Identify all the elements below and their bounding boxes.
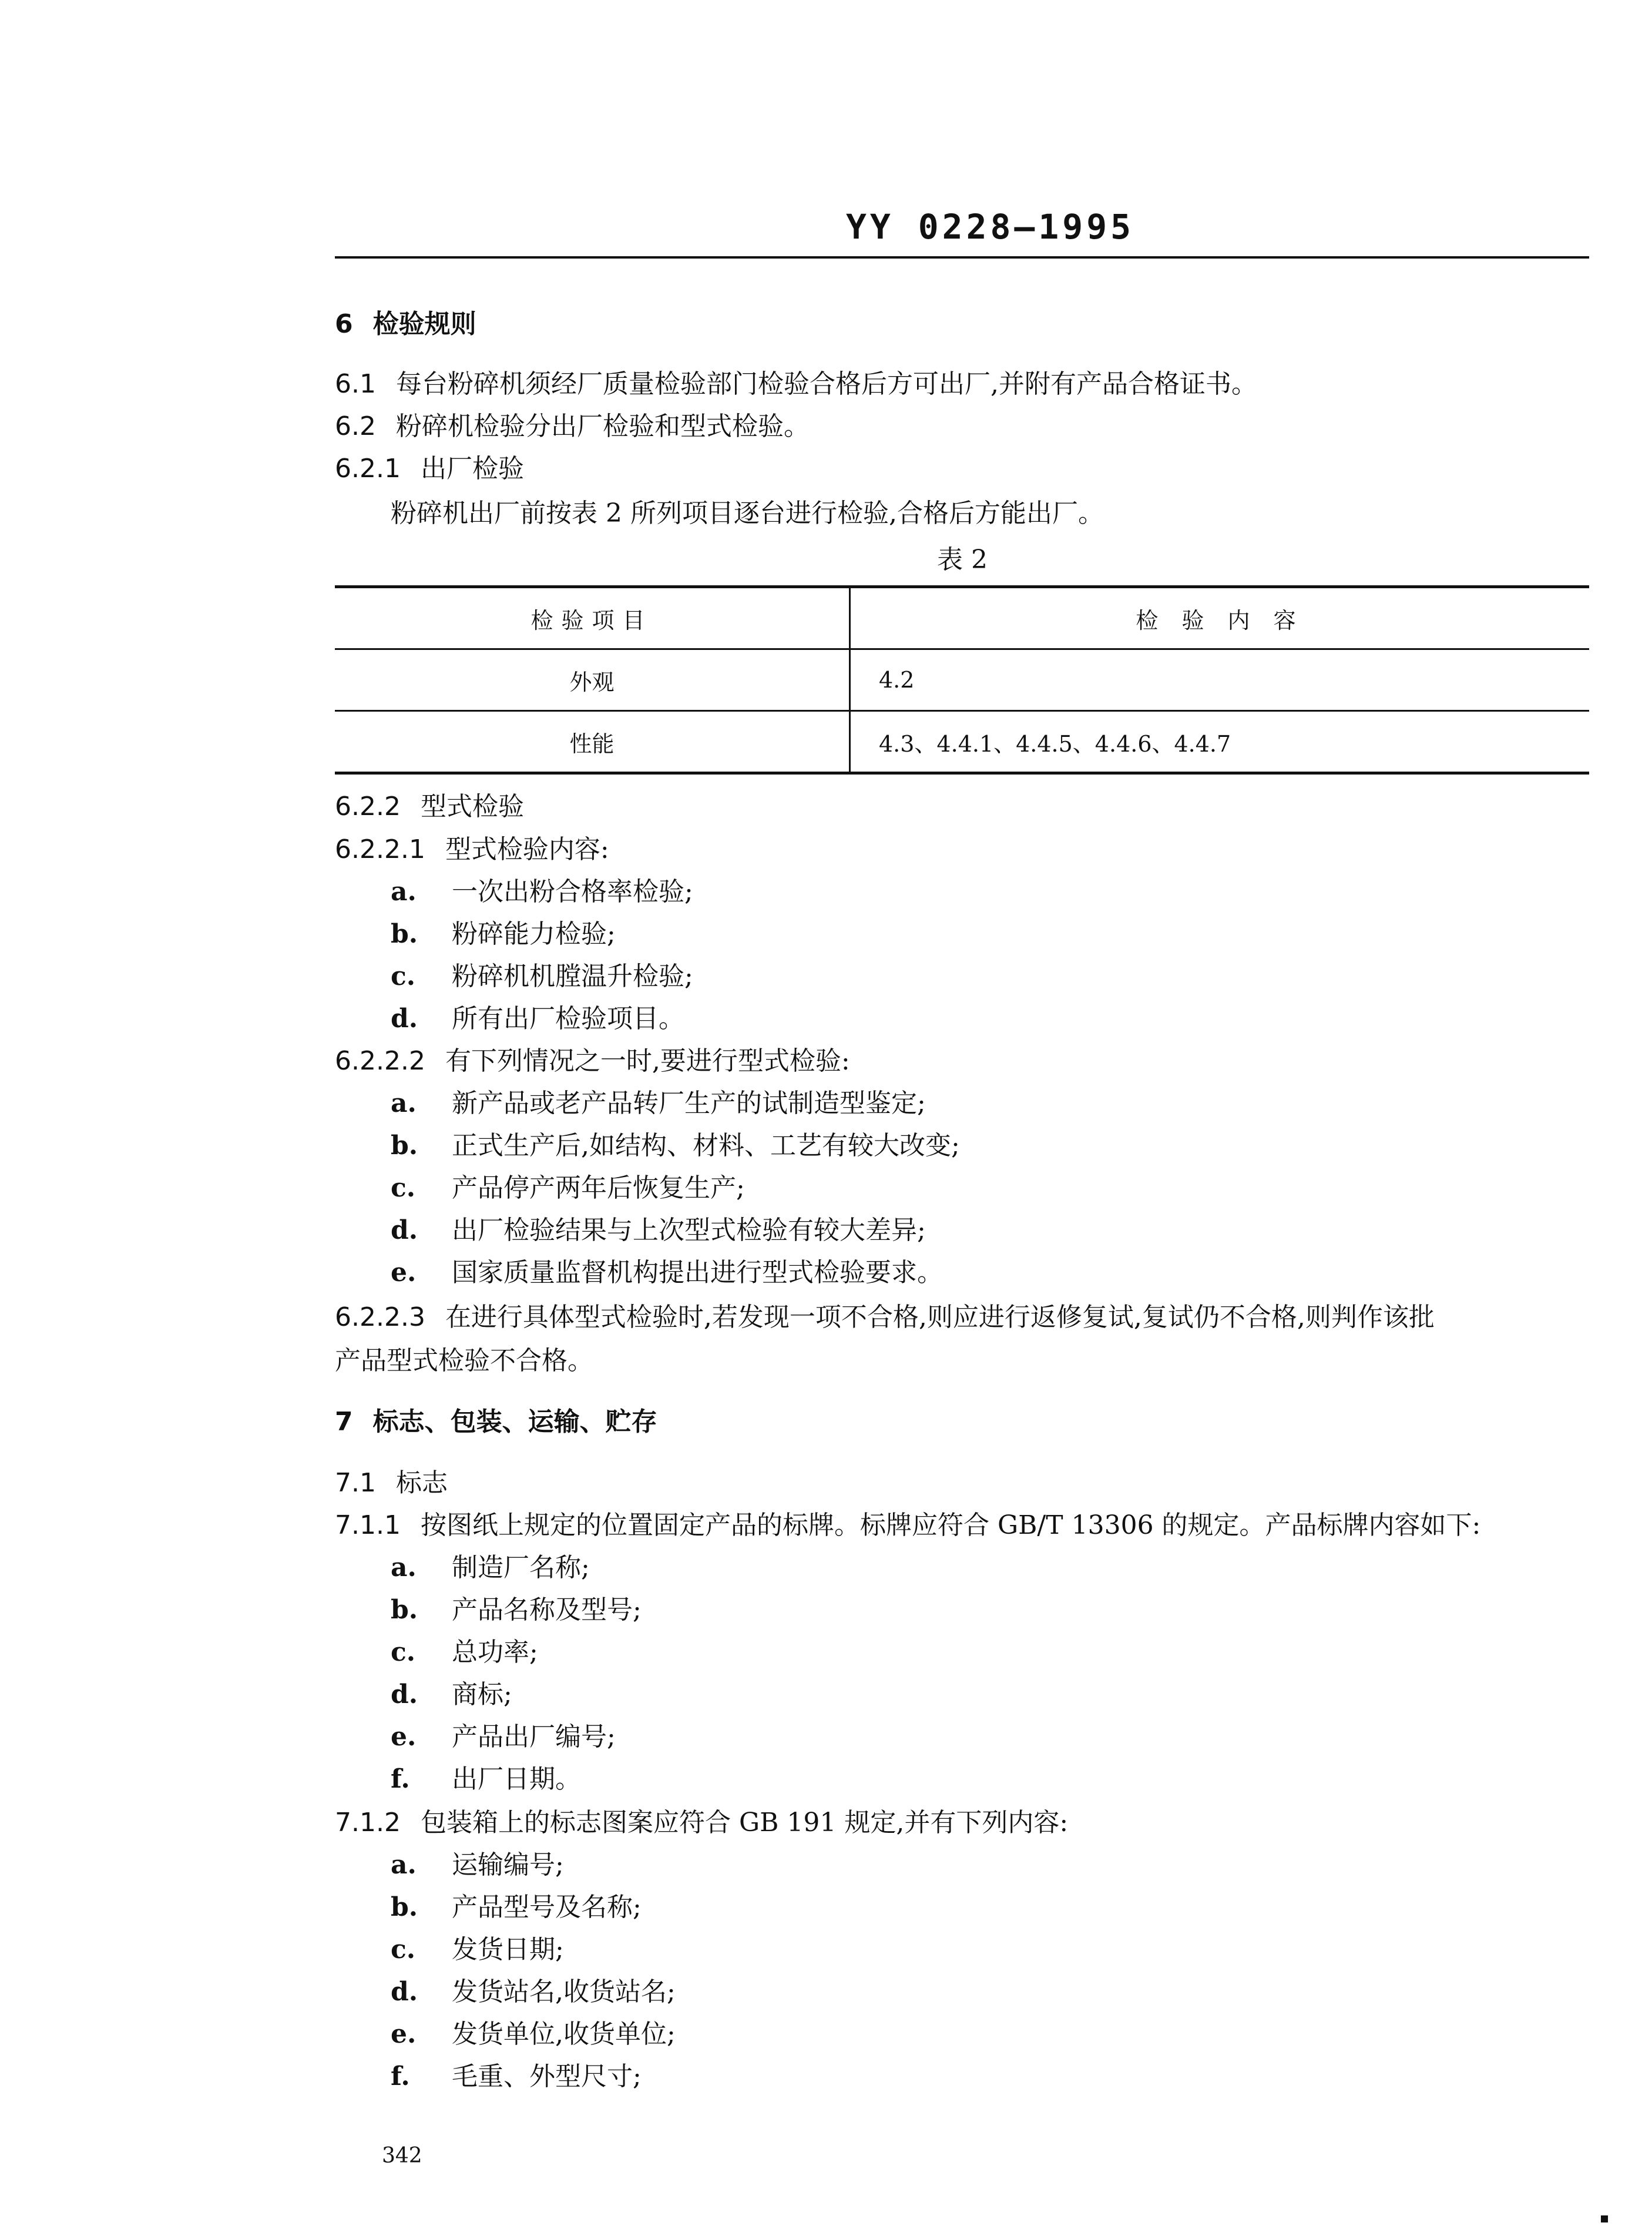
list-text: 发货站名,收货站名; (452, 1977, 676, 2007)
clause-6-2 (335, 410, 810, 443)
list-label: a. (391, 877, 417, 907)
clause-number: 6.2 (335, 411, 376, 441)
list-item (391, 1891, 642, 1924)
table-cell: 4.3、4.4.1、4.4.5、4.4.6、4.4.7 (879, 730, 1231, 757)
list-label: a. (391, 1850, 417, 1880)
list-item (391, 1721, 616, 1754)
clause-7-1-2 (335, 1806, 1068, 1839)
list-text: 一次出粉合格率检验; (452, 877, 693, 907)
list-label: b. (391, 1595, 418, 1625)
list-item (391, 1636, 538, 1669)
section-title: 标志、包装、运输、贮存 (372, 1407, 657, 1437)
list-text: 发货日期; (452, 1935, 564, 1965)
list-item (391, 1933, 564, 1966)
clause-number: 6.2.1 (335, 454, 401, 484)
scan-mark (1601, 2215, 1608, 2222)
clause-6-2-2-3 (335, 1301, 1435, 1334)
list-text: 毛重、外型尺寸; (452, 2061, 642, 2091)
list-text: 产品出厂编号; (452, 1722, 616, 1752)
clause-number: 6.2.2.3 (335, 1302, 425, 1332)
list-item (391, 1849, 564, 1882)
list-item (391, 1763, 581, 1796)
list-text: 产品型号及名称; (452, 1892, 642, 1922)
list-item (391, 1256, 943, 1289)
list-text: 总功率; (452, 1637, 538, 1667)
list-text: 粉碎能力检验; (452, 919, 616, 949)
list-item (391, 1551, 590, 1584)
table-header-row (335, 588, 1589, 650)
list-label: f. (391, 1764, 410, 1794)
list-text: 产品名称及型号; (452, 1595, 642, 1625)
table-cell: 4.2 (879, 667, 915, 693)
clause-number: 6.1 (335, 369, 376, 399)
clause-6-2-2-3-continued: 产品型式检验不合格。 (335, 1346, 593, 1376)
clause-6-2-1-body: 粉碎机出厂前按表 2 所列项目逐台进行检验,合格后方能出厂。 (391, 498, 1104, 528)
list-label: f. (391, 2061, 410, 2091)
clause-text: 在进行具体型式检验时,若发现一项不合格,则应进行返修复试,复试仍不合格,则判作该批 (445, 1302, 1435, 1332)
list-text: 制造厂名称; (452, 1553, 590, 1583)
clause-text: 型式检验内容: (445, 834, 609, 864)
clause-text: 有下列情况之一时,要进行型式检验: (445, 1046, 850, 1076)
clause-number: 7.1.1 (335, 1510, 401, 1540)
section-number: 7 (335, 1407, 353, 1437)
list-label: b. (391, 919, 418, 949)
list-item (391, 876, 693, 909)
table-caption: 表 2 (937, 545, 988, 575)
clause-text: 型式检验 (420, 792, 524, 822)
section-number: 6 (335, 309, 353, 339)
list-text: 粉碎机机膛温升检验; (452, 961, 693, 991)
clause-text: 粉碎机检验分出厂检验和型式检验。 (395, 411, 810, 441)
list-text: 国家质量监督机构提出进行型式检验要求。 (452, 1258, 943, 1288)
clause-6-2-1 (335, 452, 524, 485)
list-label: a. (391, 1088, 417, 1118)
section-title: 检验规则 (372, 309, 476, 339)
list-label: d. (391, 1977, 418, 2007)
list-label: b. (391, 1131, 418, 1161)
table-header-cell: 检 验 内 容 (1136, 607, 1304, 633)
inspection-table (335, 585, 1589, 775)
list-item (391, 2018, 676, 2051)
clause-6-2-2-2 (335, 1045, 850, 1078)
list-item (391, 1172, 745, 1205)
clause-number: 6.2.2.1 (335, 834, 425, 864)
table-cell: 性能 (335, 712, 851, 772)
clause-text: 包装箱上的标志图案应符合 GB 191 规定,并有下列内容: (420, 1808, 1069, 1838)
list-text: 商标; (452, 1679, 512, 1709)
list-label: e. (391, 2019, 417, 2049)
list-item (391, 1678, 512, 1711)
list-label: e. (391, 1258, 417, 1288)
list-label: d. (391, 1004, 418, 1034)
list-label: c. (391, 1637, 416, 1667)
page-number: 342 (382, 2144, 422, 2168)
list-item (391, 2060, 642, 2093)
clause-6-1 (335, 368, 1257, 401)
list-item (391, 1087, 926, 1120)
list-item (391, 1976, 676, 2009)
clause-6-2-2 (335, 790, 524, 823)
clause-7-1-1 (335, 1509, 1480, 1542)
clause-7-1 (335, 1467, 448, 1500)
list-item (391, 960, 693, 993)
clause-number: 7.1.2 (335, 1808, 401, 1838)
table-row (335, 650, 1589, 712)
list-text: 正式生产后,如结构、材料、工艺有较大改变; (452, 1131, 960, 1161)
section-6-heading (335, 308, 476, 341)
list-text: 出厂检验结果与上次型式检验有较大差异; (452, 1215, 926, 1245)
list-label: c. (391, 961, 416, 991)
list-text: 发货单位,收货单位; (452, 2019, 676, 2049)
list-text: 出厂日期。 (452, 1764, 581, 1794)
list-label: c. (391, 1935, 416, 1965)
table-cell: 外观 (335, 650, 851, 710)
section-7-heading (335, 1406, 657, 1439)
clause-text: 按图纸上规定的位置固定产品的标牌。标牌应符合 GB/T 13306 的规定。产品标牌内容如下: (420, 1510, 1481, 1540)
list-text: 所有出厂检验项目。 (452, 1004, 684, 1034)
list-label: c. (391, 1173, 416, 1203)
list-item (391, 918, 616, 951)
list-label: d. (391, 1679, 418, 1709)
list-label: d. (391, 1215, 418, 1245)
list-item (391, 1594, 642, 1627)
table-row (335, 712, 1589, 772)
clause-text: 每台粉碎机须经厂质量检验部门检验合格后方可出厂,并附有产品合格证书。 (395, 369, 1257, 399)
table-header-cell: 检验项目 (335, 588, 851, 648)
list-item (391, 1003, 684, 1035)
list-label: a. (391, 1553, 417, 1583)
list-item (391, 1129, 960, 1162)
clause-number: 7.1 (335, 1468, 376, 1498)
list-text: 新产品或老产品转厂生产的试制造型鉴定; (452, 1088, 926, 1118)
list-label: e. (391, 1722, 417, 1752)
list-text: 产品停产两年后恢复生产; (452, 1173, 745, 1203)
clause-6-2-2-1 (335, 833, 609, 866)
list-label: b. (391, 1892, 418, 1922)
header-rule (335, 256, 1589, 259)
list-text: 运输编号; (452, 1850, 564, 1880)
clause-text: 标志 (395, 1468, 448, 1498)
clause-number: 6.2.2 (335, 792, 401, 822)
clause-number: 6.2.2.2 (335, 1046, 425, 1076)
clause-text: 出厂检验 (420, 454, 524, 484)
standard-code: YY 0228—1995 (846, 207, 1135, 247)
list-item (391, 1214, 926, 1247)
